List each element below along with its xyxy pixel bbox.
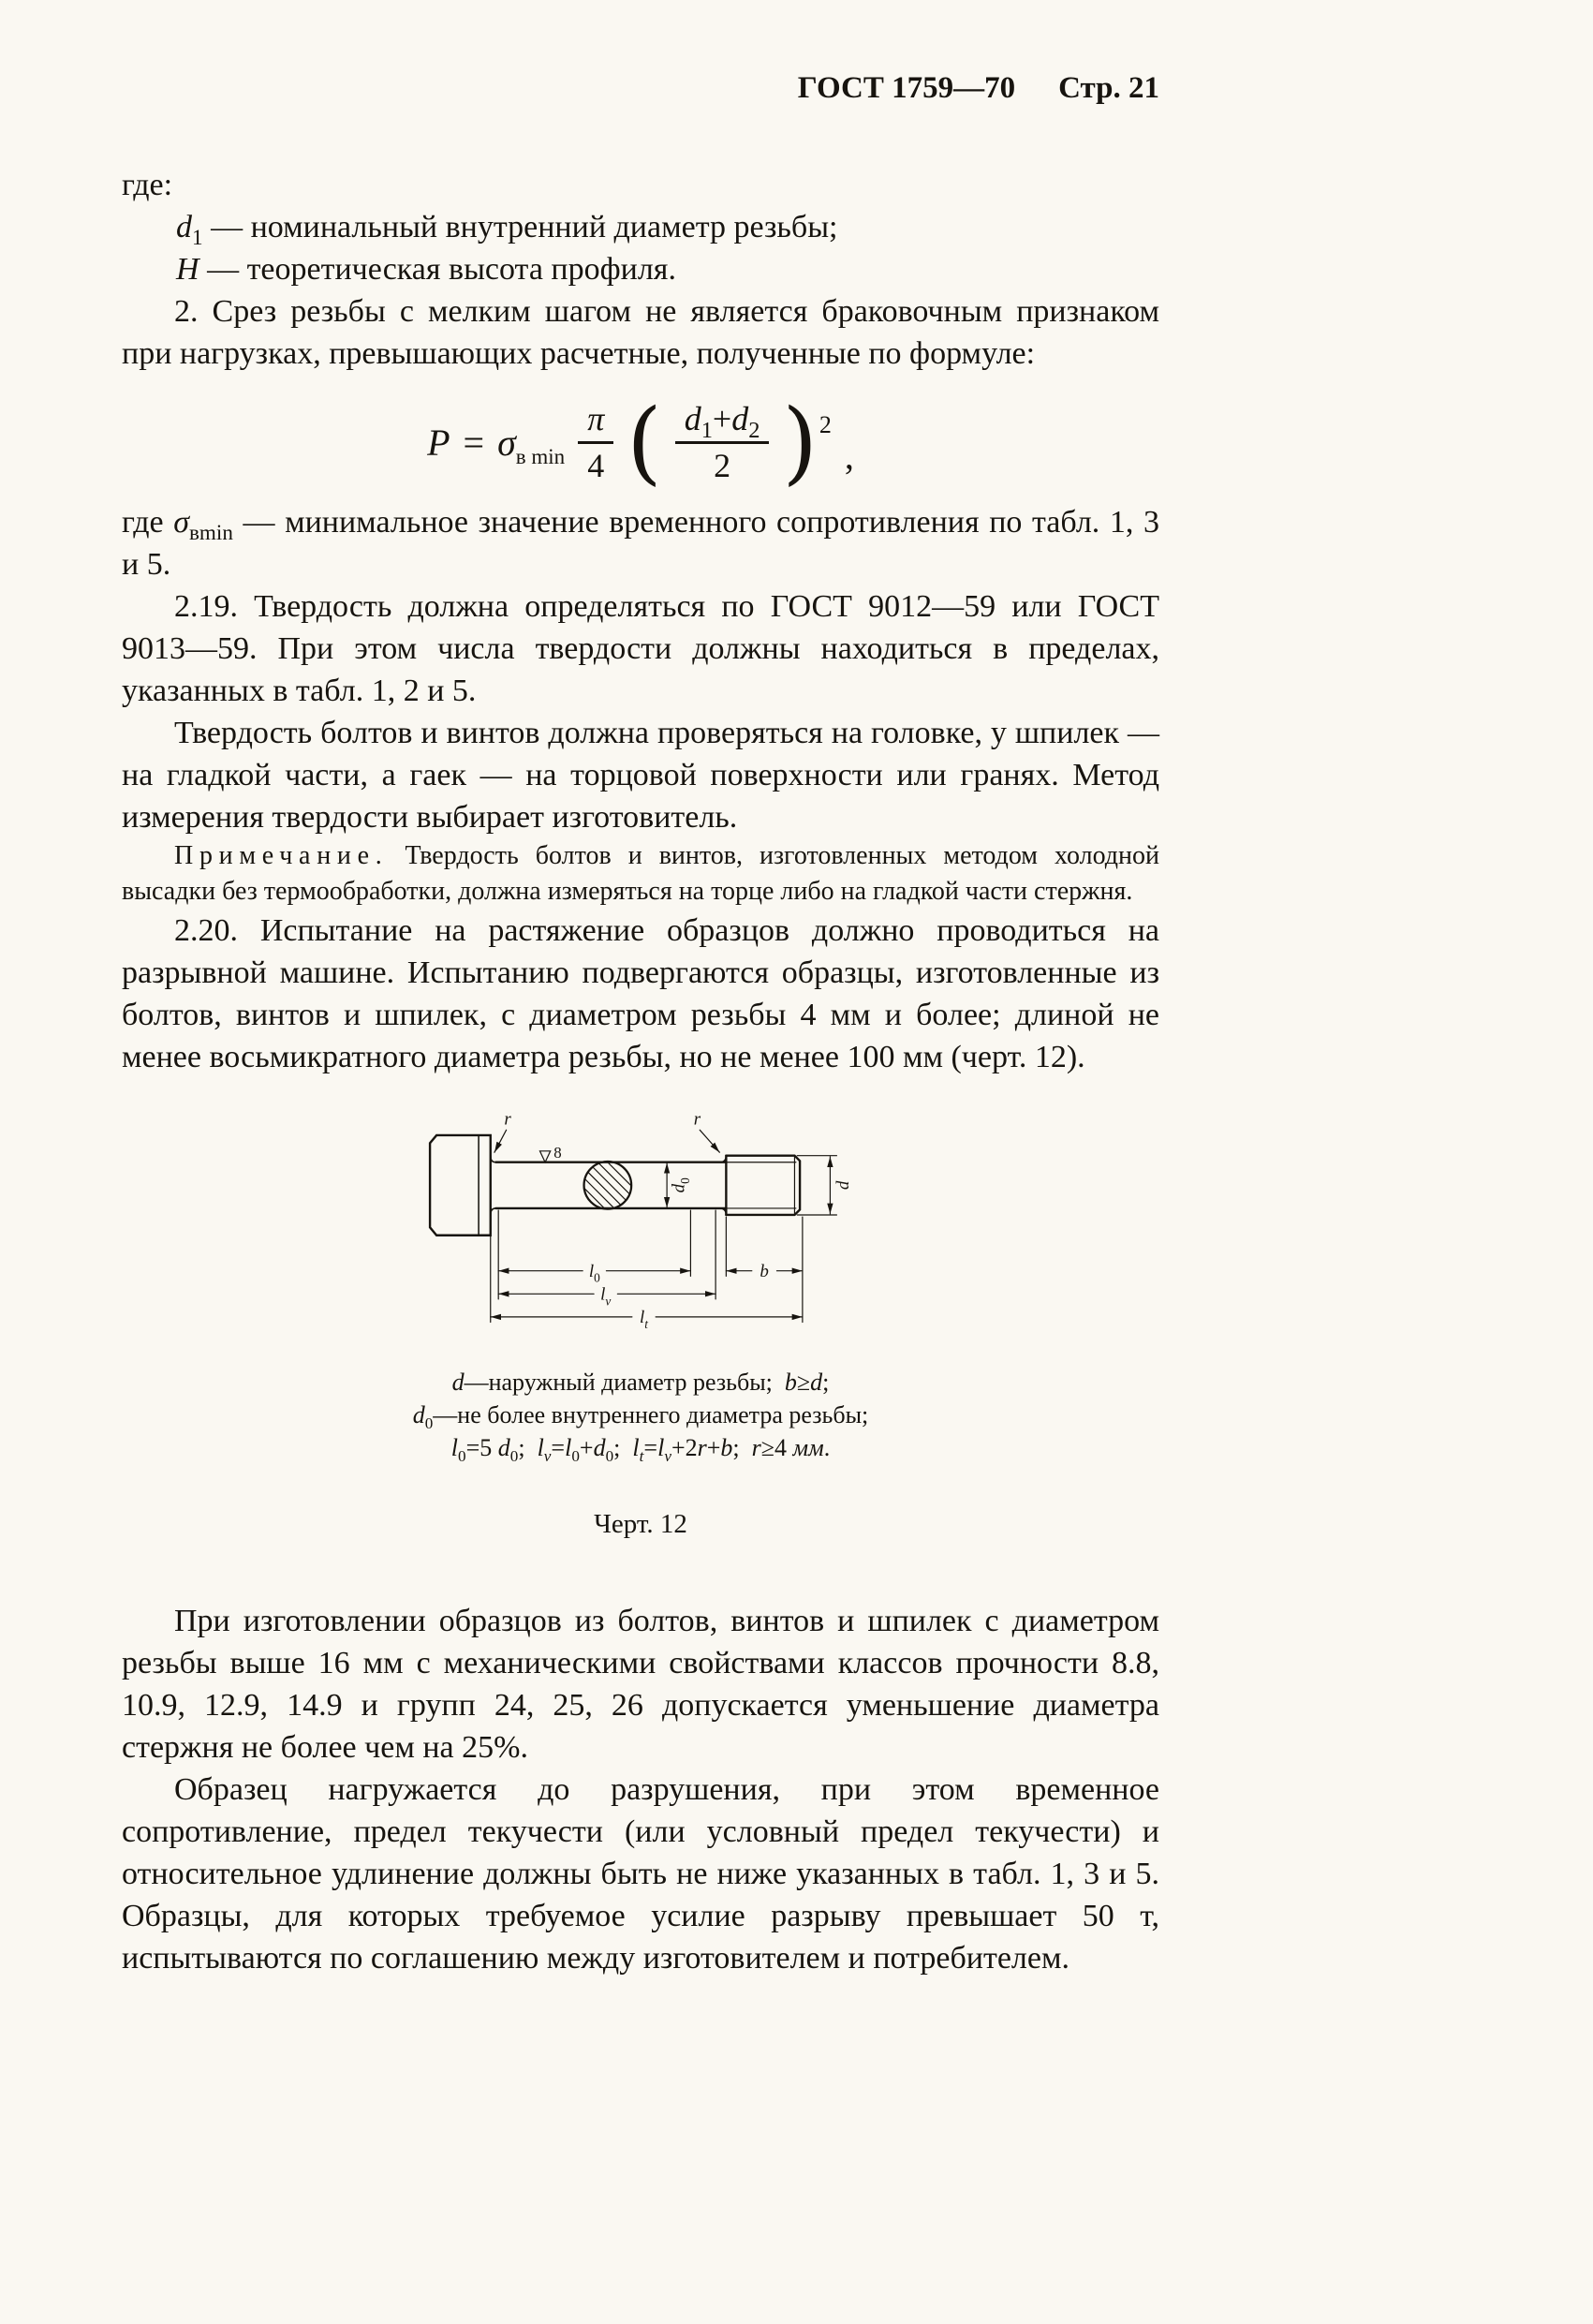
sigma-definition-line: где $\sigma_{вmin}$ — минимальное значение временного сопротивления по табл. 1, 3 и 5.	[122, 504, 1159, 582]
close-paren: )	[782, 390, 818, 496]
equals-sign: =	[463, 421, 485, 464]
label-r-left: r	[504, 1109, 511, 1130]
paragraph-2-19-a: 2.19. Твердость должна определяться по ГОСТ 9012—59 или ГОСТ 9013—59. При этом числа твердости должны находиться в пределах, указанных в табл. 1, 2 и 5.	[122, 588, 1159, 708]
dimension-d	[797, 1156, 836, 1215]
bolt-head	[430, 1135, 491, 1236]
diameter-sum-numerator: $d_1+d_2$	[675, 399, 770, 444]
label-lt: $l_t$	[640, 1308, 649, 1331]
close-paren-group	[782, 390, 832, 496]
paragraph-2-20: 2.20. Испытание на растяжение образцов должно проводиться на разрывной машине. Испытанию подвергаются образцы, изготовленные из болтов, винтов и шпилек, с диаметром резьбы 4 мм и более; длиной не менее восьмикратного диаметра резьбы, но не менее 100 мм (черт. 12).	[122, 912, 1159, 1074]
page-header	[122, 71, 1159, 106]
exponent: 2	[819, 411, 832, 439]
four-denominator: 4	[587, 447, 605, 485]
threaded-end	[719, 1156, 800, 1215]
paragraph-closing-2: Образец нагружается до разрушения, при этом временное сопротивление, предел текучести (или условный предел текучести) и относительное удлинение должны быть не ниже указанных в табл. 1, 3 и 5. Образцы, для которых требуемое усилие разрыву превышает 50 т, испытываются по соглашению между изготовителем и потребителем.	[122, 1771, 1159, 1976]
open-paren: (	[627, 390, 662, 496]
cross-section-circle	[542, 1143, 681, 1224]
label-r-right: r	[693, 1109, 701, 1130]
figure-12	[122, 1106, 1159, 1546]
caption-line-1: d—наружный диаметр резьбы; b≥d;	[451, 1368, 830, 1396]
pi-numerator: π	[578, 399, 613, 444]
page-content	[122, 71, 1159, 1979]
surface-finish-triangle	[539, 1151, 550, 1162]
standard-number: ГОСТ 1759—70	[797, 71, 1016, 105]
page-number: Стр. 21	[1058, 71, 1159, 105]
caption-line-2: $d_0—не$ более внутреннего диаметра резьбы;	[412, 1400, 869, 1433]
label-d0: $d_0$	[669, 1177, 693, 1193]
surface-finish-grade: 8	[553, 1143, 562, 1162]
shaft	[491, 1156, 727, 1215]
where-label: где:	[122, 168, 173, 202]
caption-line-3: $l_0=5$ $d_0$; $l_v=l_0+d_0$; $l_t=l_v+2r+b$; r≥4 мм.	[450, 1433, 831, 1466]
note-paragraph: Примечание. Твердость болтов и винтов, изготовленных методом холодной высадки без термообработки, должна измеряться на торце либо на гладкой части стержня.	[122, 840, 1159, 906]
bolt-specimen-drawing	[410, 1106, 871, 1343]
sigma-subscript: в min	[515, 444, 566, 468]
definition-H: Н — теоретическая высота профиля.	[176, 252, 676, 287]
paragraph-2-19-b: Твердость болтов и винтов должна проверяться на головке, у шпилек — на гладкой части, а гаек — на торцовой поверхности или гранях. Метод измерения твердости выбирает изготовитель.	[122, 715, 1159, 835]
document-body	[122, 164, 1159, 1979]
figure-title: Черт. 12	[594, 1508, 687, 1539]
sigma-symbol: σ	[497, 421, 516, 464]
sigma-term	[497, 421, 566, 468]
label-l0: $l_0$	[588, 1261, 600, 1285]
label-b: b	[760, 1261, 769, 1281]
fraction-diameters	[675, 399, 770, 486]
hatching	[542, 1143, 681, 1224]
paragraph-closing-1: При изготовлении образцов из болтов, винтов и шпилек с диаметром резьбы выше 16 мм с механическими свойствами классов прочности 8.8, 10.9, 12.9, 14.9 и групп 24, 25, 26 допускается уменьшение диаметра стержня не более чем на 25%.	[122, 1603, 1159, 1765]
label-d: d	[833, 1180, 854, 1191]
fillet-leader-lines	[494, 1130, 719, 1152]
label-lv: $l_v$	[600, 1284, 612, 1309]
formula	[122, 390, 1159, 496]
paragraph-2: 2. Срез резьбы с мелким шагом не является браковочным признаком при нагрузках, превышающих расчетные, полученные по формуле:	[122, 294, 1159, 371]
figure-caption	[122, 1366, 1159, 1464]
definition-d1: $d_1$ — номинальный внутренний диаметр резьбы;	[176, 210, 838, 250]
formula-lhs: P	[427, 421, 450, 464]
extension-lines	[491, 1210, 803, 1322]
formula-comma: ,	[844, 434, 854, 477]
two-denominator: 2	[714, 447, 731, 485]
fraction-pi-4	[578, 399, 613, 486]
